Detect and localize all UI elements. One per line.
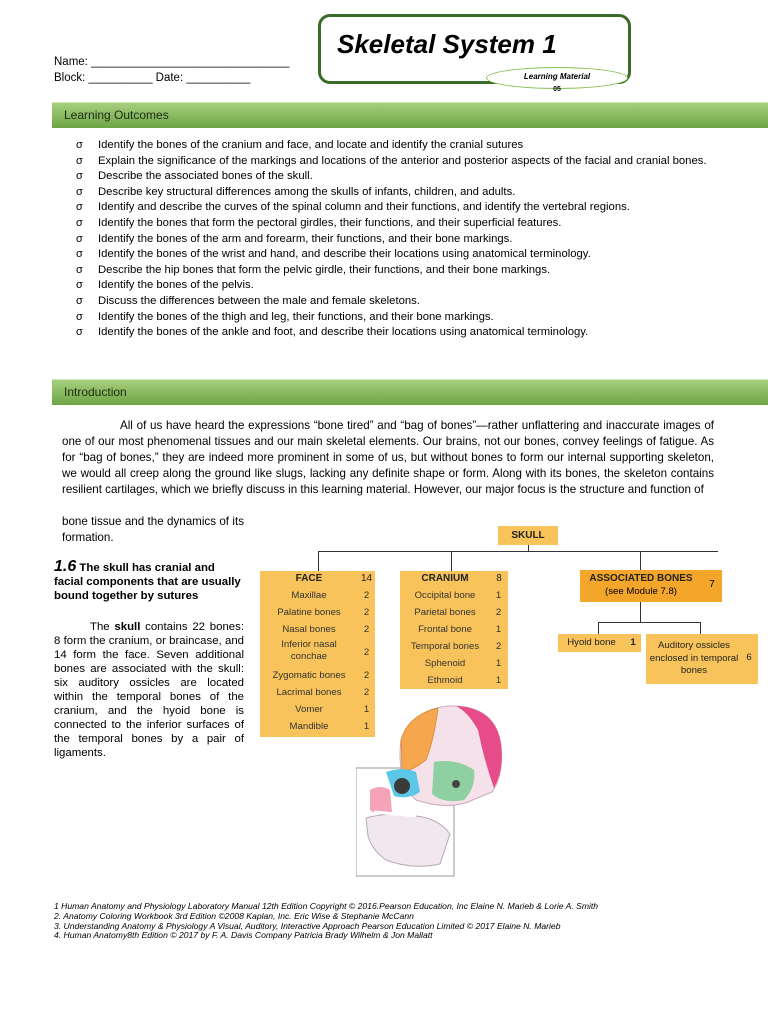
learning-outcome-text: Explain the significance of the markings and locations of the anterior and posterior aspects of the facial and cranial bones. [98, 154, 707, 167]
associated-bones-box [580, 570, 722, 602]
face-bone-count: 2 [363, 687, 370, 698]
parietal-bone [400, 706, 502, 806]
learning-outcomes-bar [52, 102, 768, 128]
face-bone-name: Inferior nasal conchae [281, 639, 337, 662]
bullet-icon: σ [76, 279, 83, 292]
section-body-term: skull [114, 621, 141, 633]
cranium-bone-name: Ethmoid [427, 675, 463, 686]
learning-outcome-text: Identify the bones of the ankle and foot, and describe their locations using anatomical terminology. [98, 326, 589, 339]
name-field-line: Name: _______________________________ [54, 56, 290, 68]
face-header: FACE [295, 573, 323, 584]
footnote: 1 Human Anatomy and Physiology Laboratory Manual 12th Edition Copyright © 2016.Pearson Education, Inc Elaine N. Marieb & Lorie A. Smith [54, 901, 599, 911]
learning-outcome-item [76, 263, 716, 279]
connector-line [318, 551, 718, 552]
ossicles-box [646, 634, 758, 684]
face-bone-count: 2 [363, 647, 370, 658]
section-number: 1.6 [54, 558, 77, 575]
face-bone-count: 2 [363, 590, 370, 601]
cranium-bone-count: 1 [495, 590, 502, 601]
face-bone-name: Lacrimal bones [276, 687, 342, 698]
section-heading-text: The skull has cranial and facial components that are usually bound together by sutures [54, 562, 241, 602]
skull-root-box: SKULL [498, 526, 558, 545]
learning-outcomes-list [76, 138, 716, 341]
footnote: 2. Anatomy Coloring Workbook 3rd Edition ©2008 Kaplan, Inc. Eric Wise & Stephanie McCann [54, 910, 414, 921]
face-bone-name: Palatine bones [277, 607, 341, 618]
cranium-bone-count: 2 [495, 607, 502, 618]
connector-line [640, 551, 641, 571]
learning-outcome-item [76, 154, 716, 170]
face-bone-name: Mandible [289, 721, 329, 732]
learning-outcome-item [76, 216, 716, 232]
connector-line [598, 622, 599, 634]
section-heading [54, 560, 244, 603]
cranium-bone-name: Temporal bones [410, 641, 480, 652]
learning-outcome-item [76, 278, 716, 294]
cranium-count: 8 [496, 573, 502, 584]
cranium-bone-name: Occipital bone [414, 590, 476, 601]
cranium-bone-name: Sphenoid [424, 658, 466, 669]
learning-outcome-text: Identify and describe the curves of the spinal column and their functions, and identify the vertebral regions. [98, 201, 630, 214]
bullet-icon: σ [76, 201, 83, 214]
cranium-bone-name: Frontal bone [418, 624, 472, 635]
learning-outcome-item [76, 169, 716, 185]
learning-outcome-text: Describe key structural differences among the skulls of infants, children, and adults. [98, 185, 516, 198]
maxilla-bone [370, 787, 392, 815]
learning-outcome-item [76, 310, 716, 326]
face-table [260, 571, 375, 737]
ossicles-count: 6 [746, 652, 752, 663]
learning-material-label: Learning Material [523, 72, 591, 81]
bullet-icon: σ [76, 139, 83, 151]
connector-line [318, 551, 319, 571]
learning-outcome-text: Identify the bones of the wrist and hand, and describe their locations using anatomical terminology. [98, 248, 591, 261]
bullet-icon: σ [76, 263, 83, 276]
connector-line [451, 551, 452, 571]
bullet-icon: σ [76, 154, 83, 167]
learning-outcome-item [76, 325, 716, 341]
learning-outcome-item [76, 294, 716, 310]
face-bone-count: 1 [363, 721, 370, 732]
associated-count: 7 [709, 579, 715, 590]
connector-line [700, 622, 701, 634]
learning-outcome-text: Identify the bones of the cranium and face, and locate and identify the cranial sutures [98, 139, 524, 151]
learning-outcome-text: Identify the bones of the thigh and leg, their functions, and their bone markings. [98, 310, 494, 323]
footnote: 4. Human Anatomy8th Edition © 2017 by F. A. Davis Company Patricia Brady Wilhelm & Jon Mallatt [54, 930, 433, 941]
learning-outcome-item [76, 200, 716, 216]
cranium-bone-name: Parietal bones [414, 607, 476, 618]
learning-outcome-text: Identify the bones that form the pectoral girdles, their functions, and their superficial features. [98, 216, 562, 229]
learning-outcome-text: Describe the associated bones of the skull. [98, 170, 313, 183]
associated-header: ASSOCIATED BONES [589, 573, 693, 584]
hyoid-count: 1 [630, 637, 636, 648]
connector-line [598, 622, 701, 623]
section-body-pre: The [90, 621, 115, 633]
temporal-bone [432, 761, 474, 801]
connector-line [528, 545, 529, 552]
face-bone-count: 1 [363, 704, 370, 715]
face-bone-count: 2 [363, 624, 370, 635]
face-bone-name: Vomer [295, 704, 323, 715]
bullet-icon: σ [76, 310, 83, 323]
associated-sublabel: (see Module 7.8) [605, 586, 677, 597]
face-bone-name: Maxillae [291, 590, 327, 601]
learning-outcome-item [76, 138, 716, 154]
hyoid-label: Hyoid bone [567, 637, 616, 648]
learning-outcomes-title: Learning Outcomes [64, 108, 169, 122]
block-date-field-line: Block: __________ Date: __________ [54, 72, 251, 84]
cranium-bone-count: 1 [495, 675, 502, 686]
cranium-table [400, 571, 508, 689]
bullet-icon: σ [76, 326, 83, 339]
face-bone-count: 2 [363, 670, 370, 681]
cranium-bone-count: 2 [495, 641, 502, 652]
learning-outcome-item [76, 247, 716, 263]
bullet-icon: σ [76, 185, 83, 198]
occipital-bone [456, 706, 502, 788]
bullet-icon: σ [76, 232, 83, 245]
learning-outcome-text: Discuss the differences between the male and female skeletons. [98, 294, 420, 307]
sphenoid-bone [386, 769, 420, 797]
bullet-icon: σ [76, 294, 83, 307]
learning-outcome-text: Describe the hip bones that form the pelvic girdle, their functions, and their bone markings. [98, 263, 551, 276]
skull-illustration [356, 700, 506, 878]
learning-outcome-text: Identify the bones of the arm and forearm, their functions, and their bone markings. [98, 232, 513, 245]
bullet-icon: σ [76, 248, 83, 261]
teeth-line [374, 812, 416, 816]
learning-outcome-item [76, 232, 716, 248]
ear-canal [452, 780, 460, 788]
introduction-bar [52, 379, 768, 405]
orbit [394, 778, 410, 794]
face-count: 14 [360, 573, 373, 584]
bullet-icon: σ [76, 216, 83, 229]
footnote: 3. Understanding Anatomy & Physiology A Visual, Auditory, Interactive Approach Pearson Education Limited © 2017 Elaine N. Marieb [54, 920, 561, 931]
ossicles-label: Auditory ossicles enclosed in temporal bones [649, 640, 739, 676]
cranium-bone-count: 1 [495, 658, 502, 669]
bullet-icon: σ [76, 170, 83, 183]
learning-material-number: 05 [553, 86, 561, 93]
hyoid-box [558, 634, 641, 652]
section-body-text: contains 22 bones: 8 form the cranium, or braincase, and 14 form the face. Seven additional bones are associated with the skull: six auditory ossicles are located within the temporal bones of the cranium, and the hyoid bone is connected to the inferior surfaces of the temporal bones by a pair of ligaments. [54, 621, 244, 759]
cranium-header: CRANIUM [421, 573, 469, 584]
inset-frame [356, 768, 454, 876]
face-bone-count: 2 [363, 607, 370, 618]
frontal-bone [401, 708, 438, 772]
learning-outcome-item [76, 185, 716, 201]
introduction-paragraph: All of us have heard the expressions “bone tired” and “bag of bones”—rather unflattering and inaccurate images of one of our most phenomenal tissues and our main skeletal elements. Our brains, not our bones, convey feelings of fatigue. As for “bag of bones,” they are indeed more prominent in some of us, but without bones to form our internal supporting skeleton, we would all creep along the ground like slugs, lacking any definite shape or form. Along with its bones, the skeleton contains resilient cartilages, which we briefly discuss in this learning material. However, our major focus is the structure and function of [62, 419, 714, 496]
connector-line [640, 602, 641, 622]
cranium-bone-count: 1 [495, 624, 502, 635]
learning-outcome-text: Identify the bones of the pelvis. [98, 279, 254, 292]
page-title: Skeletal System 1 [337, 29, 557, 59]
mandible-bone [366, 814, 450, 866]
face-bone-name: Nasal bones [282, 624, 336, 635]
introduction-paragraph-end: bone tissue and the dynamics of its formation. [62, 515, 244, 544]
section-body [54, 620, 244, 760]
introduction-title: Introduction [64, 385, 127, 399]
footnotes [54, 902, 714, 941]
face-bone-name: Zygomatic bones [272, 670, 346, 681]
